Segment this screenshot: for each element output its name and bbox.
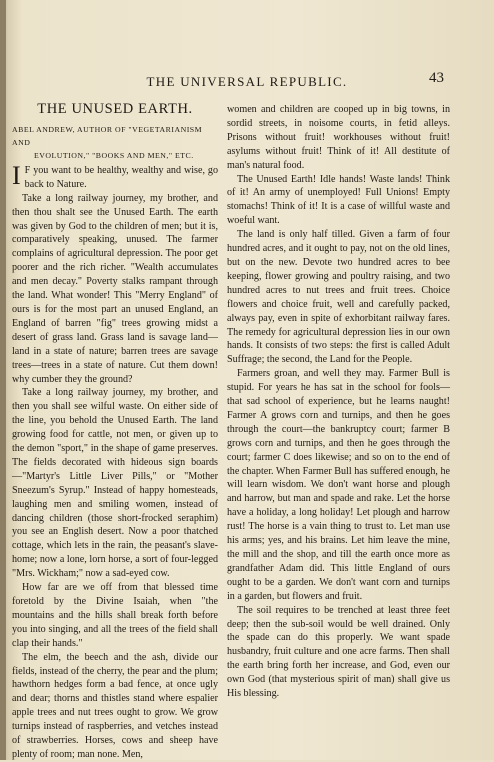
paragraph: The land is only half tilled. Given a farm of four hundred acres, and it ought to pay, not on the old lines, but on the new. Devote two hundred acres to bee keeping, flower growing and poultry raising, and two hundred acres to nut trees and fruit trees. Choice flowers and choice fruit, well and carefully packed, always pay, even in spite of exhorbitant railway fares. The remedy for agricultural depression lies in our own hands. It consists of two steps: the first is called Adult Suffrage; the second, the Land for the People. (227, 229, 450, 366)
paragraph: Take a long railway journey, my brother, and then thou shalt see the Unused Earth. The earth was given by God to the children of men; but it is, comparatively speaking, unused. The farmer complains of agricultural depression. The poor get poorer and the rich richer. "Wealth accumulates and men decay." Poverty stalks rampant through the land. What wonder! This "Merry England" of ours is for the most part an unused England, an England of barren "fig" trees growing midst a desert of grass land. Grass land is savage land—land in a state of nature; barren trees are savage trees—trees in a state of nature. Cut them down! why cumber they the ground? (12, 192, 218, 385)
paragraph: How far are we off from that blessed time foretold by the Divine Isaiah, when "the mountains and the hills shall break forth before you into singing, and all the trees of the field shall clap their hands." (12, 582, 218, 649)
running-head: THE UNIVERSAL REPUBLIC. (146, 74, 348, 89)
right-column (227, 103, 450, 701)
paragraph: Farmers groan, and well they may. Farmer Bull is stupid. For years he has sat in the school for fools—that sad school of experience, but he learns naught! Farmer A grows corn and turnips, and then he goes through the court—the bankruptcy court; farmer B grows corn and turnips, and then he goes through the court; farmer C does likewise; and so on to the end of the chapter. When Farmer Bull has suffered enough, he will learn wisdom. We don't want horse and plough and harrow, but man and spade and rake. Let the horse have a holiday, a long holiday! Let plough and harrow rust! The horse is a vain thing to trust to. Let man use his arms; yes, and his brains. Let him leave the mine, the mill and the shop, and till the earth once more as grandfather Adam did. This little England of ours ought to be a garden. We don't want corn and turnips in a garden, but flowers and fruit. (227, 368, 450, 602)
paragraph: The elm, the beech and the ash, divide our fields, instead of the cherry, the pear and the plum; hawthorn hedges form a bad fence, at once ugly and dear; thorns and thistles stand where espalier apple trees and nut trees ought to grow. We grow turnips instead of raspberries, and vetches instead of strawberries. Horses, cows and sheep have plenty of room; man none. Men, (12, 651, 218, 760)
article-byline (12, 123, 218, 162)
drop-cap: I (12, 160, 21, 190)
page-number: 43 (429, 70, 444, 86)
paragraph: Take a long railway journey, my brother, and then you shall see wilful waste. On either side of the line, you behold the Unused Earth. The land growing food for cattle, not men, or given up to the demon "sport," in the shape of game preserves. The fields decorated with hideous sign boards—"Martyr's Little Liver Pills," or "Mother Sneezum's Syrup." Instead of happy homesteads, laughing men and smiling women, instead of dancing children (those short-frocked seraphim) you see an English desert. Now a poor thatched cottage, which lets in the rain, the peasant's slave-home; now a lone, lorn horse, a sort of four-legged "Mrs. Wickham;" now a sad-eyed cow. (12, 387, 218, 580)
paragraph (12, 160, 218, 192)
paragraph-text: F you want to be healthy, wealthy and wise, go back to Nature. (24, 164, 218, 190)
paragraph: The Unused Earth! Idle hands! Waste lands! Think of it! An army of unemployed! Full Unions! Empty stomachs! Think of it! It is a case of willful waste and woeful want. (227, 173, 450, 227)
byline-line-2: EVOLUTION," "BOOKS AND MEN," ETC. (34, 150, 194, 160)
paragraph: The soil requires to be trenched at least three feet deep; then the sub-soil would be well drained. Only the spade can do this properly. We want spade husbandry, fruit culture and one acre farms. Then shall the earth bring forth her increase, and God, even our own God (that mysterious spirit of man) shall give us His blessing. (227, 604, 450, 700)
paragraph: women and children are cooped up in big towns, in sordid streets, in noisome courts, in fetid alleys. Prisons without fruit! workhouses without fruit! asylums without fruit! Think of it! All destitute of man's natural food. (227, 104, 450, 171)
byline-line-1: ABEL ANDREW, AUTHOR OF "VEGETARIANISM AND (12, 124, 203, 147)
left-column (12, 100, 218, 762)
page-binding-edge (0, 0, 6, 760)
article-title: THE UNUSED EARTH. (37, 101, 193, 117)
